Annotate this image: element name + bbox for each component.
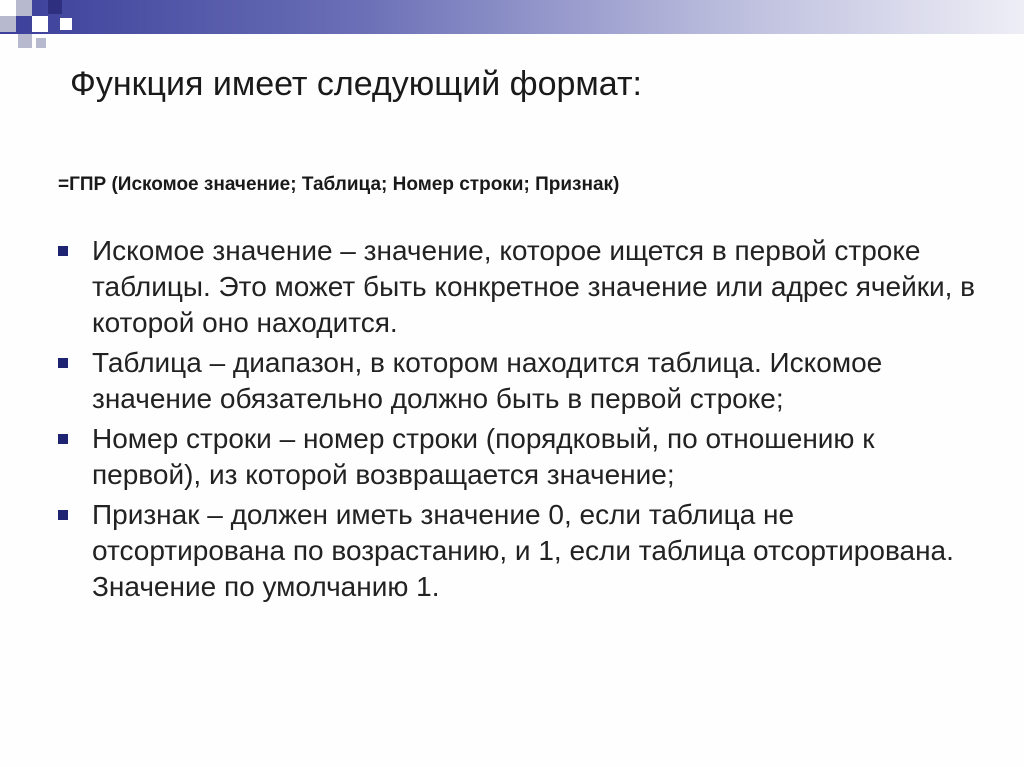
decor-square — [60, 18, 72, 30]
bullet-item — [56, 233, 986, 341]
square-bullet-icon — [58, 434, 68, 444]
decor-square — [0, 0, 16, 16]
square-bullet-icon — [58, 358, 68, 368]
decor-square — [18, 34, 32, 48]
function-syntax: =ГПР (Искомое значение; Таблица; Номер строки; Признак) — [58, 174, 620, 195]
bullet-item — [56, 497, 986, 605]
header-decoration — [0, 0, 1024, 34]
bullet-text: Искомое значение – значение, которое ищется в первой строке таблицы. Это может быть конкретное значение или адрес ячейки, в которой оно находится. — [92, 235, 976, 338]
square-bullet-icon — [58, 510, 68, 520]
decor-square — [36, 38, 46, 48]
bullet-item — [56, 345, 986, 417]
decor-square — [32, 16, 48, 32]
decor-square — [16, 0, 32, 16]
bullet-item — [56, 421, 986, 493]
slide-title: Функция имеет следующий формат: — [70, 65, 642, 103]
bullet-text: Номер строки – номер строки (порядковый, по отношению к первой), из которой возвращается значение; — [92, 423, 875, 490]
bullet-text: Таблица – диапазон, в котором находится таблица. Искомое значение обязательно должно быть в первой строке; — [92, 347, 883, 414]
square-bullet-icon — [58, 246, 68, 256]
bullet-list — [56, 233, 986, 609]
decor-square — [48, 0, 62, 14]
bullet-text: Признак – должен иметь значение 0, если таблица не отсортирована по возрастанию, и 1, если таблица отсортирована. Значение по умолчанию 1. — [92, 499, 954, 602]
decor-square — [0, 16, 16, 32]
